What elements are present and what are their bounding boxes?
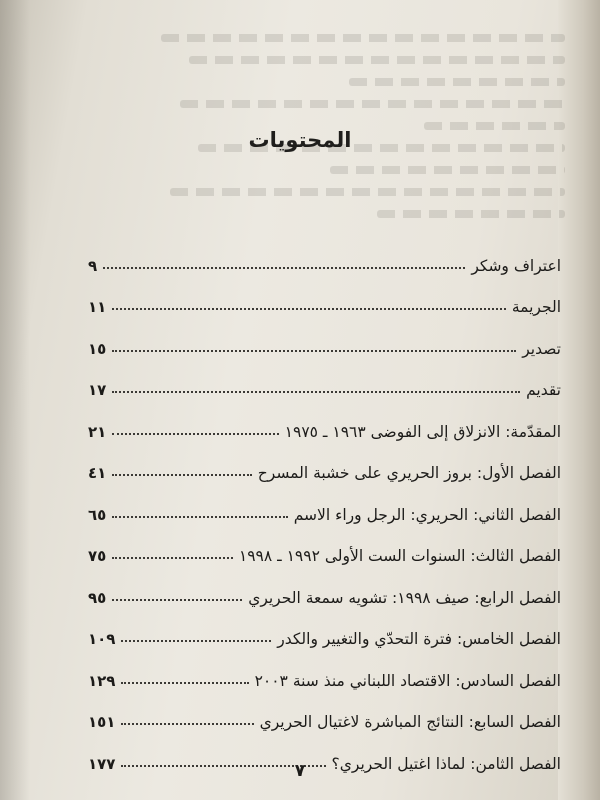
toc-entry-page: ٩ — [88, 256, 98, 275]
toc-leader-dots — [112, 433, 278, 435]
toc-entry-title: الفصل الثامن: لماذا اغتيل الحريري؟ — [331, 754, 561, 773]
toc-entry — [88, 568, 561, 610]
toc-entry-title: الفصل الثاني: الحريري: الرجل وراء الاسم — [293, 505, 561, 524]
toc-entry-title: الفصل الأول: بروز الحريري على خشبة المسرح — [257, 464, 561, 482]
toc-entry-title: الفصل السادس: الاقتصاد اللبناني منذ سنة ٢٠٠٣ — [254, 671, 561, 690]
toc-entry-page: ٩٥ — [88, 588, 107, 607]
toc-entry — [88, 236, 561, 278]
toc-leader-dots — [121, 682, 248, 684]
toc-entry — [88, 361, 561, 403]
toc-entry — [88, 319, 561, 361]
table-of-contents — [88, 236, 561, 776]
toc-entry — [88, 693, 561, 735]
toc-entry-title: الفصل الثالث: السنوات الست الأولى ١٩٩٢ ـ ١٩٩٨ — [238, 547, 561, 565]
toc-entry-page: ١٧ — [88, 381, 107, 399]
toc-entry — [88, 651, 561, 693]
toc-entry-title: الفصل الخامس: فترة التحدّي والتغيير والكدر — [277, 630, 561, 648]
toc-entry — [88, 402, 561, 444]
toc-entry-page: ٧٥ — [88, 547, 107, 565]
toc-entry — [88, 610, 561, 652]
toc-entry — [88, 485, 561, 527]
toc-leader-dots — [121, 640, 271, 642]
toc-entry-page: ١١ — [88, 298, 107, 316]
toc-leader-dots — [112, 599, 242, 601]
toc-leader-dots — [112, 391, 520, 393]
contents-heading: المحتويات — [248, 128, 352, 152]
toc-entry-page: ١٢٩ — [88, 671, 116, 690]
toc-leader-dots — [112, 308, 506, 310]
toc-entry — [88, 444, 561, 486]
toc-leader-dots — [103, 267, 465, 269]
toc-entry-page: ١٥١ — [88, 713, 116, 731]
toc-entry-title: الجريمة — [511, 298, 561, 316]
toc-entry — [88, 527, 561, 569]
toc-leader-dots — [112, 350, 516, 352]
toc-entry-page: ٤١ — [88, 464, 107, 482]
toc-entry-title: اعتراف وشكر — [471, 256, 561, 275]
toc-entry-title: تقديم — [526, 381, 561, 399]
toc-entry-title: المقدّمة: الانزلاق إلى الفوضى ١٩٦٣ ـ ١٩٧٥ — [284, 422, 561, 441]
toc-entry — [88, 278, 561, 320]
page-number: ٧ — [294, 761, 306, 781]
toc-leader-dots — [112, 516, 287, 518]
toc-entry-page: ٦٥ — [88, 505, 107, 524]
toc-entry-page: ١٥ — [88, 339, 107, 358]
toc-entry-title: الفصل السابع: النتائج المباشرة لاغتيال الحريري — [259, 713, 561, 731]
toc-leader-dots — [121, 723, 253, 725]
toc-entry-page: ١٧٧ — [88, 754, 116, 773]
toc-entry-title: تصدير — [522, 339, 561, 358]
toc-leader-dots — [112, 557, 233, 559]
toc-entry-page: ١٠٩ — [88, 630, 116, 648]
toc-leader-dots — [112, 474, 251, 476]
toc-entry-page: ٢١ — [88, 422, 107, 441]
toc-entry-title: الفصل الرابع: صيف ١٩٩٨: تشويه سمعة الحريري — [248, 588, 561, 607]
